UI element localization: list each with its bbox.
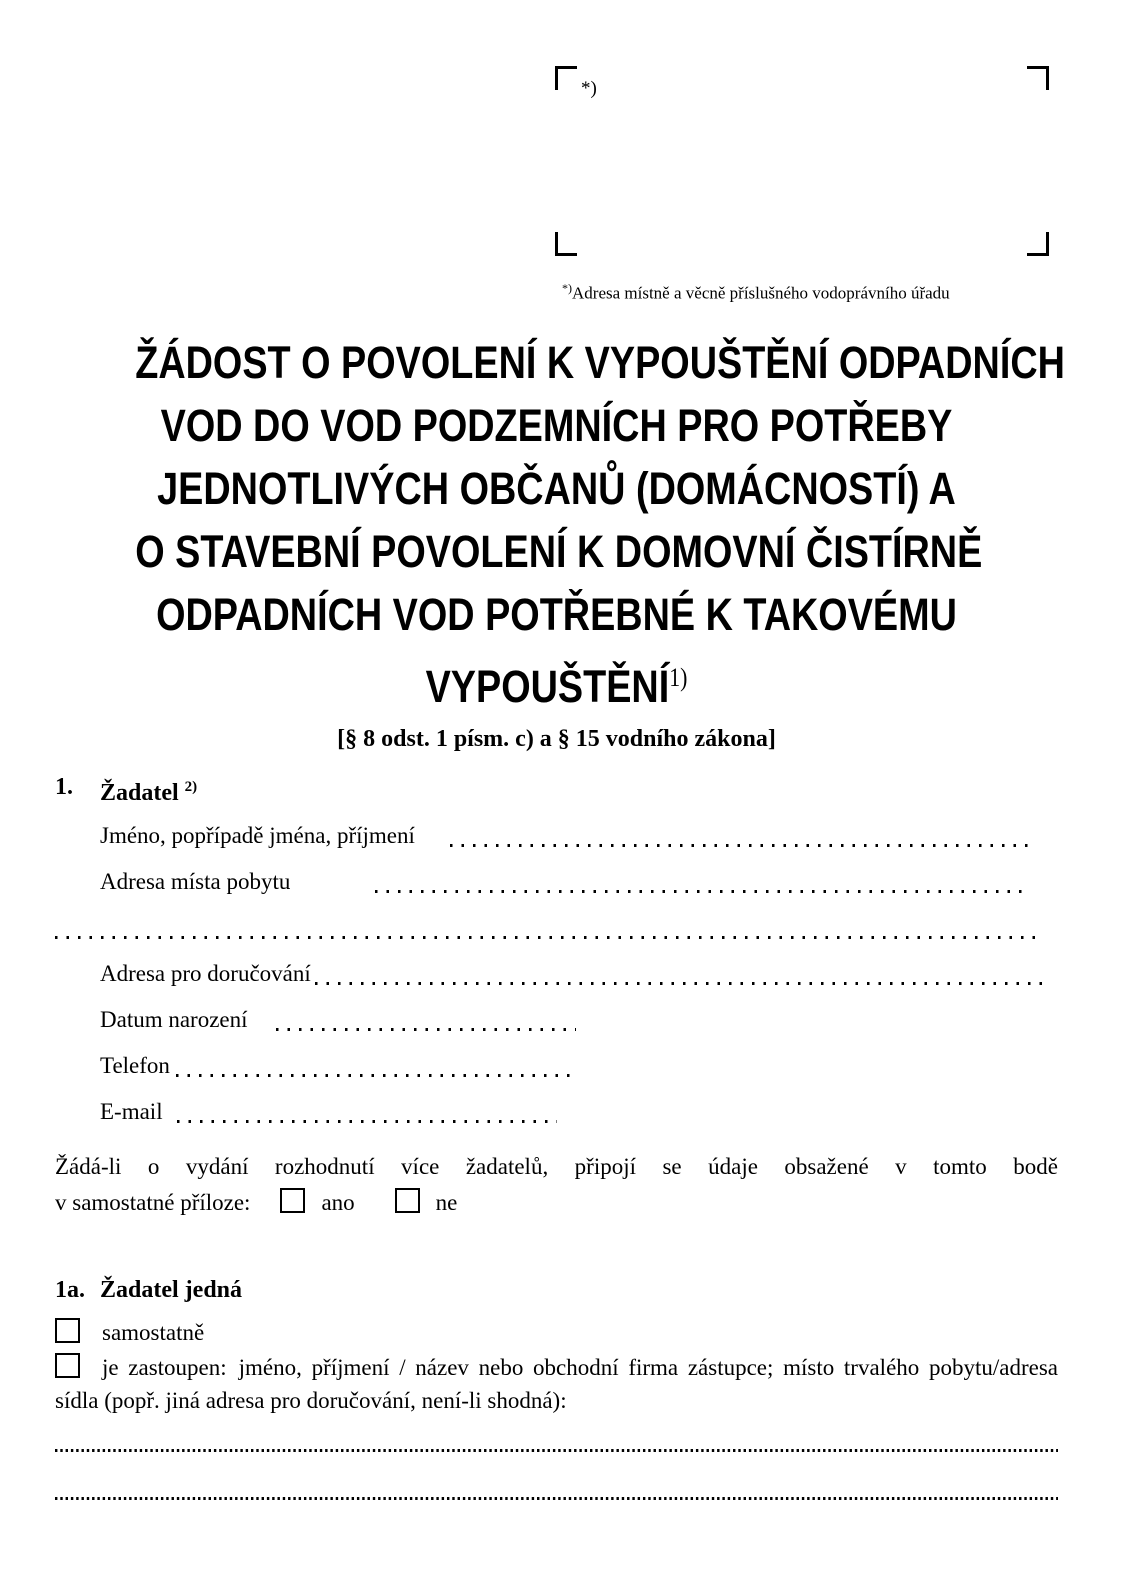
address-footnote: [562, 281, 950, 304]
yes-label: ano: [321, 1190, 355, 1215]
address-footnote-marker: *): [581, 78, 597, 99]
form-title-line: VOD DO VOD PODZEMNÍCH PRO POTŘEBY: [160, 400, 953, 451]
residence-address-fill-line-2[interactable]: [55, 905, 1043, 951]
phone-fill-line[interactable]: [176, 1043, 576, 1089]
multi-applicant-note-line1: Žádá-li o vydání rozhodnutí více žadatelů, připojí se údaje obsažené v tomto bodě: [55, 1154, 1058, 1179]
form-title-line: ODPADNÍCH VOD POTŘEBNÉ K TAKOVÉMU: [156, 589, 957, 640]
mailing-address-fill-line[interactable]: [315, 951, 1050, 997]
no-label: ne: [435, 1190, 458, 1215]
field-row-residence-address: [55, 859, 1058, 905]
form-title-line: ŽÁDOST O POVOLENÍ K VYPOUŠTĚNÍ ODPADNÍCH: [135, 337, 1065, 388]
form-title-line: JEDNOTLIVÝCH OBČANŮ (DOMÁCNOSTÍ) A: [157, 463, 956, 514]
corner-mark-top-left-icon: [555, 66, 577, 90]
independent-checkbox[interactable]: [55, 1318, 80, 1343]
represented-label-text: jméno, příjmení / název nebo obchodní firma zástupce; místo trvalého pobytu/adresa sídla (popř. jiná adresa pro doručování, není-li shodná):: [55, 1355, 1058, 1413]
corner-mark-bottom-right-icon: [1027, 232, 1049, 256]
independent-label: samostatně: [102, 1320, 205, 1345]
section-1-superscript: 2): [184, 779, 198, 795]
section-1-heading: [55, 770, 1058, 810]
residence-address-fill-line[interactable]: [375, 859, 1023, 905]
yes-checkbox[interactable]: [280, 1188, 305, 1213]
represented-checkbox[interactable]: [55, 1353, 80, 1378]
recipient-address-box[interactable]: [555, 66, 1049, 256]
field-row-mailing-address: [55, 951, 1058, 997]
footnote-marker: *): [562, 281, 572, 295]
footnote-text: Adresa místně a věcně příslušného vodoprávního úřadu: [572, 283, 950, 303]
field-row-name: [55, 813, 1058, 859]
multi-applicant-note: [55, 1150, 1058, 1223]
birth-date-fill-line[interactable]: [276, 997, 576, 1043]
field-label-email: E-mail: [100, 1099, 163, 1124]
form-body: [55, 331, 1065, 1500]
form-title-line-last: VYPOUŠTĚNÍ$^{1)}$: [425, 661, 688, 712]
email-fill-line[interactable]: [177, 1089, 557, 1135]
field-row-phone: [55, 1043, 1058, 1089]
title-superscript: 1): [669, 663, 688, 692]
option-represented: [55, 1351, 1058, 1417]
representative-fill-line-1[interactable]: [55, 1449, 1058, 1452]
field-row-email: [55, 1089, 1058, 1135]
corner-mark-top-right-icon: [1027, 66, 1049, 90]
field-row-birth-date: [55, 997, 1058, 1043]
section-1-title: Žadatel $^{2)}$: [100, 779, 198, 806]
field-row-residence-address-continued: [55, 905, 1058, 951]
section-1a-title: Žadatel jedná: [100, 1277, 243, 1303]
multi-applicant-note-line2: v samostatné příloze: ano ne: [55, 1190, 458, 1215]
field-label-birth-date: Datum narození: [100, 1007, 248, 1032]
no-checkbox[interactable]: [395, 1188, 420, 1213]
form-title-line: O STAVEBNÍ POVOLENÍ K DOMOVNÍ ČISTÍRNĚ: [135, 526, 983, 577]
field-label-name: Jméno, popřípadě jména, příjmení: [100, 823, 415, 848]
field-label-residence-address: Adresa místa pobytu: [100, 869, 291, 894]
representative-fill-line-2[interactable]: [55, 1497, 1058, 1500]
name-fill-line[interactable]: [450, 813, 1036, 859]
corner-mark-bottom-left-icon: [555, 232, 577, 256]
section-1a-heading: [55, 1273, 1058, 1307]
applicant-fields: [55, 813, 1058, 1135]
field-label-mailing-address: Adresa pro doručování: [100, 961, 311, 986]
section-1-number: 1.: [55, 774, 73, 800]
option-independent: [55, 1316, 1058, 1349]
represented-label-prefix: je zastoupen:: [102, 1355, 227, 1380]
section-1a-number: 1a.: [55, 1277, 85, 1303]
legal-reference: [§ 8 odst. 1 písm. c) a § 15 vodního zákona]: [337, 726, 776, 752]
field-label-phone: Telefon: [100, 1053, 170, 1078]
form-title: [55, 331, 1065, 718]
